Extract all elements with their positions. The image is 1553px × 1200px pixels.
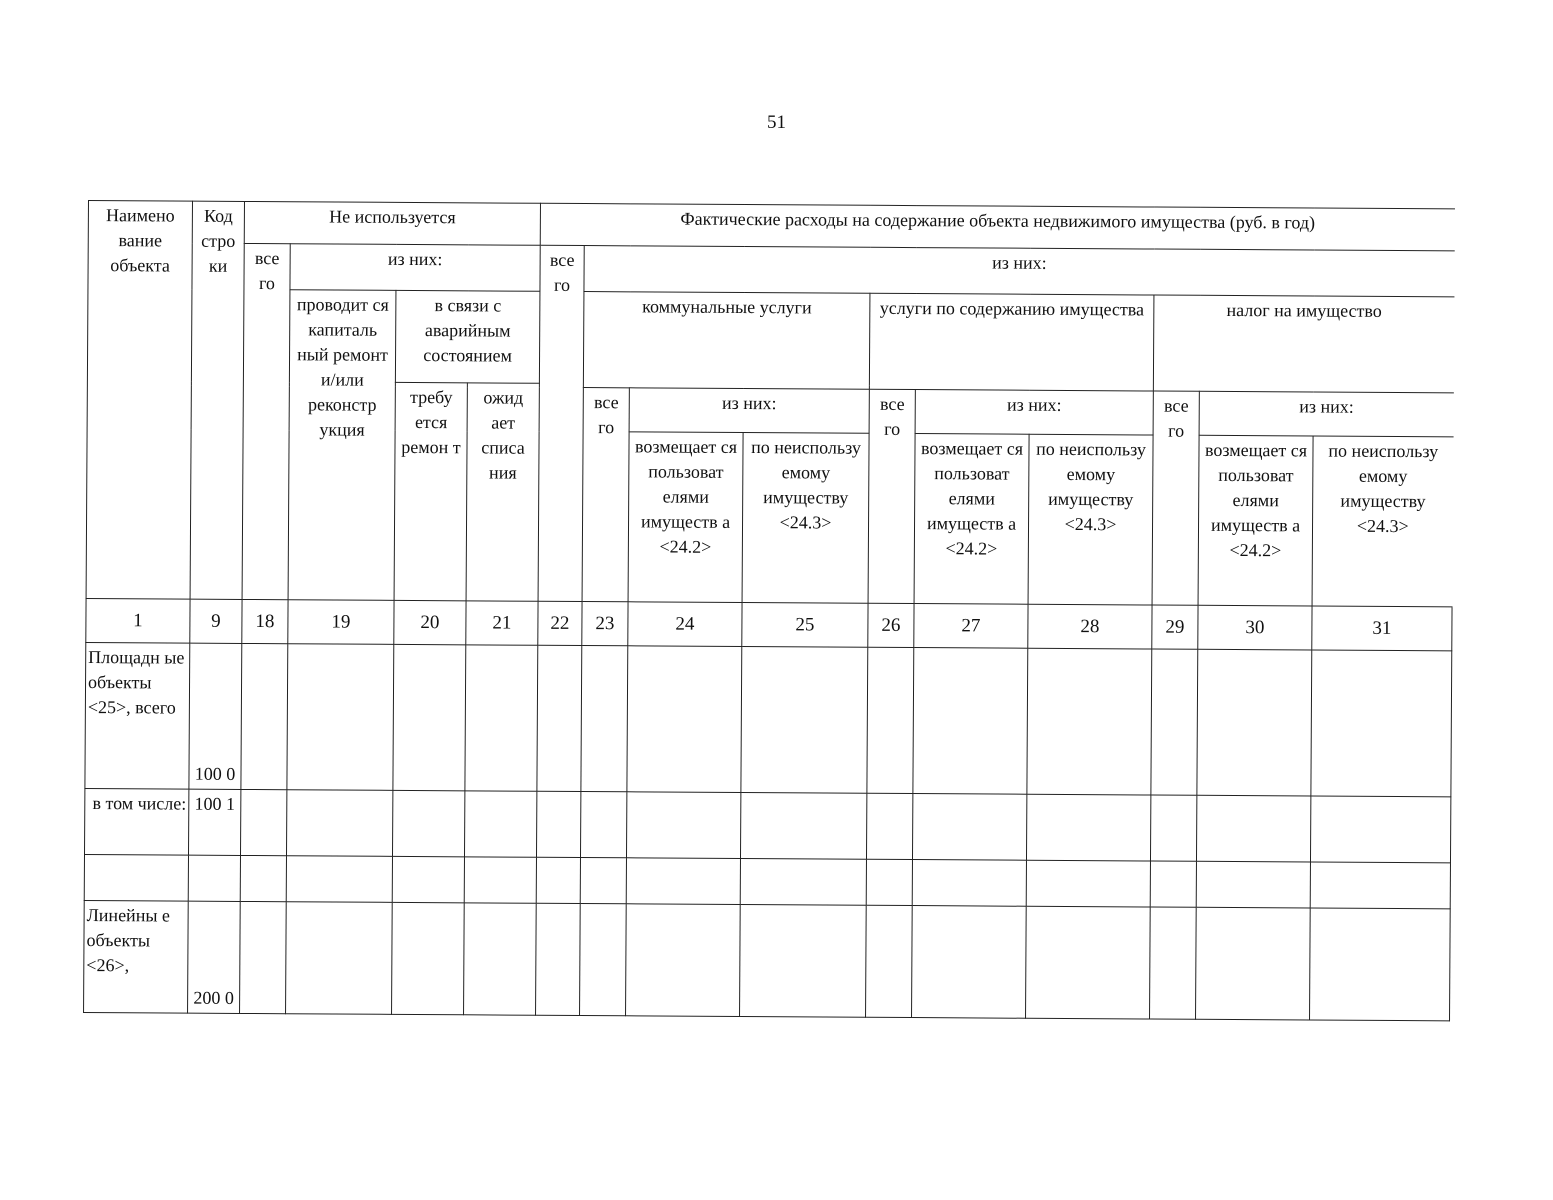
- data-cell[interactable]: [581, 646, 628, 792]
- data-cell[interactable]: [741, 792, 867, 859]
- table-row: [84, 900, 1451, 1020]
- data-cell[interactable]: [392, 790, 464, 856]
- header-maintenance-total: все го: [868, 389, 915, 603]
- data-cell[interactable]: [536, 857, 580, 903]
- column-number: 23: [582, 602, 628, 646]
- expenses-table: [83, 200, 1455, 1021]
- column-number: 26: [868, 603, 914, 647]
- data-cell[interactable]: [392, 902, 465, 1014]
- data-cell[interactable]: [1151, 795, 1197, 861]
- data-cell[interactable]: [240, 855, 286, 901]
- column-number: 27: [914, 604, 1028, 649]
- header-maintenance-reimbursed: возмещает ся пользоват елями имуществ а <24.2>: [914, 434, 1029, 605]
- data-cell[interactable]: [393, 644, 466, 790]
- header-repair-needed: требу ется ремон т: [394, 382, 467, 600]
- column-number: 9: [190, 599, 242, 643]
- header-utilities-unused: по неиспользу емому имуществу <24.3>: [742, 433, 869, 604]
- table-row: [85, 642, 1452, 796]
- header-tax-of-which: из них:: [1199, 391, 1453, 437]
- row-object-name: Площадн ые объекты <25>, всего: [85, 642, 190, 789]
- header-object-name: Наимено вание объекта: [86, 201, 192, 600]
- header-expenses-total: все го: [538, 245, 584, 601]
- row-object-name: Линейны е объекты <26>,: [84, 900, 189, 1013]
- data-cell[interactable]: [240, 901, 287, 1013]
- data-cell[interactable]: [626, 904, 741, 1017]
- header-overhaul: проводит ся капиталь ный ремонт и/или реконстр укция: [288, 290, 396, 601]
- data-cell[interactable]: [866, 905, 913, 1017]
- data-cell[interactable]: [581, 792, 627, 858]
- header-utilities-of-which: из них:: [629, 388, 869, 433]
- header-utilities: коммунальные услуги: [583, 292, 870, 390]
- table-row: [84, 854, 1450, 908]
- column-number: 25: [742, 603, 868, 648]
- data-cell[interactable]: [1151, 649, 1198, 795]
- header-awaiting-writeoff: ожид ает списа ния: [466, 383, 539, 601]
- data-cell[interactable]: [1197, 649, 1312, 796]
- data-cell[interactable]: [1026, 860, 1150, 907]
- row-object-name: [84, 854, 188, 901]
- header-utilities-reimbursed: возмещает ся пользоват елями имуществ а <24.2>: [628, 432, 743, 603]
- data-cell[interactable]: [740, 858, 866, 905]
- header-maintenance-unused: по неиспользу емому имуществу <24.3>: [1028, 434, 1153, 605]
- data-cell[interactable]: [627, 646, 742, 793]
- column-number: 29: [1152, 605, 1198, 649]
- data-cell[interactable]: [741, 647, 868, 794]
- column-number: 18: [242, 599, 288, 643]
- data-cell[interactable]: [464, 903, 537, 1015]
- data-cell[interactable]: [286, 856, 392, 903]
- header-not-used-of-which: из них:: [290, 244, 540, 292]
- data-cell[interactable]: [1196, 907, 1311, 1020]
- data-cell[interactable]: [740, 904, 867, 1017]
- row-code: [188, 855, 240, 901]
- data-cell[interactable]: [1150, 907, 1197, 1019]
- data-cell[interactable]: [392, 856, 464, 902]
- data-cell[interactable]: [1310, 862, 1450, 909]
- row-code: 200 0: [188, 901, 241, 1013]
- data-cell[interactable]: [913, 794, 1027, 861]
- column-number: 22: [538, 601, 582, 645]
- header-row-code: Код стро ки: [190, 201, 244, 599]
- column-number: 1: [86, 598, 190, 643]
- data-cell[interactable]: [1311, 650, 1452, 797]
- header-tax-unused: по неиспользу емому имуществу <24.3>: [1312, 436, 1453, 607]
- data-cell[interactable]: [465, 645, 538, 791]
- data-cell[interactable]: [1150, 861, 1196, 907]
- data-cell[interactable]: [537, 791, 581, 857]
- data-cell[interactable]: [1027, 648, 1152, 795]
- header-not-used-total: все го: [242, 243, 290, 599]
- data-cell[interactable]: [913, 648, 1028, 795]
- data-cell[interactable]: [912, 906, 1027, 1019]
- data-cell[interactable]: [1310, 908, 1451, 1021]
- page-number: 51: [767, 112, 786, 133]
- column-number: 24: [628, 602, 742, 647]
- data-cell[interactable]: [580, 904, 627, 1016]
- row-code: 100 1: [188, 789, 240, 855]
- data-cell[interactable]: [1196, 861, 1310, 908]
- data-cell[interactable]: [464, 791, 536, 857]
- header-not-used: Не используется: [244, 201, 540, 245]
- header-maintenance: услуги по содержанию имущества: [869, 293, 1154, 391]
- data-cell[interactable]: [867, 793, 913, 859]
- header-actual-expenses: Фактические расходы на содержание объекта недвижимого имущества (руб. в год): [540, 203, 1454, 251]
- data-cell[interactable]: [627, 792, 741, 859]
- data-cell[interactable]: [1027, 794, 1151, 861]
- table-row: [85, 788, 1451, 862]
- data-cell[interactable]: [286, 902, 393, 1015]
- data-cell[interactable]: [287, 644, 394, 791]
- data-cell[interactable]: [1311, 796, 1451, 863]
- data-cell[interactable]: [241, 643, 288, 789]
- data-cell[interactable]: [1197, 795, 1311, 862]
- data-cell[interactable]: [537, 645, 582, 791]
- data-cell[interactable]: [626, 858, 740, 905]
- header-expenses-of-which: из них:: [584, 246, 1454, 297]
- header-maintenance-of-which: из них:: [915, 390, 1153, 435]
- column-number: 19: [288, 600, 394, 645]
- data-cell[interactable]: [240, 789, 286, 855]
- header-emergency: в связи с аварийным состоянием: [395, 290, 540, 383]
- header-property-tax: налог на имущество: [1153, 295, 1454, 393]
- data-cell[interactable]: [286, 790, 392, 857]
- header-tax-total: все го: [1152, 391, 1199, 605]
- data-cell[interactable]: [580, 858, 626, 904]
- column-number: 31: [1312, 606, 1452, 651]
- row-object-name: в том числе:: [85, 788, 189, 855]
- column-number: 20: [394, 600, 466, 644]
- header-tax-reimbursed: возмещает ся пользоват елями имуществ а <24.2>: [1198, 435, 1313, 606]
- column-number: 28: [1028, 604, 1152, 649]
- column-number: 21: [466, 601, 538, 645]
- data-cell[interactable]: [866, 859, 912, 905]
- column-number: 30: [1198, 605, 1312, 650]
- row-code: 100 0: [189, 643, 242, 789]
- data-cell[interactable]: [1026, 906, 1151, 1019]
- data-cell[interactable]: [867, 647, 914, 793]
- header-utilities-total: все го: [582, 388, 629, 602]
- data-cell[interactable]: [536, 903, 581, 1015]
- data-cell[interactable]: [464, 857, 536, 903]
- data-cell[interactable]: [912, 860, 1026, 907]
